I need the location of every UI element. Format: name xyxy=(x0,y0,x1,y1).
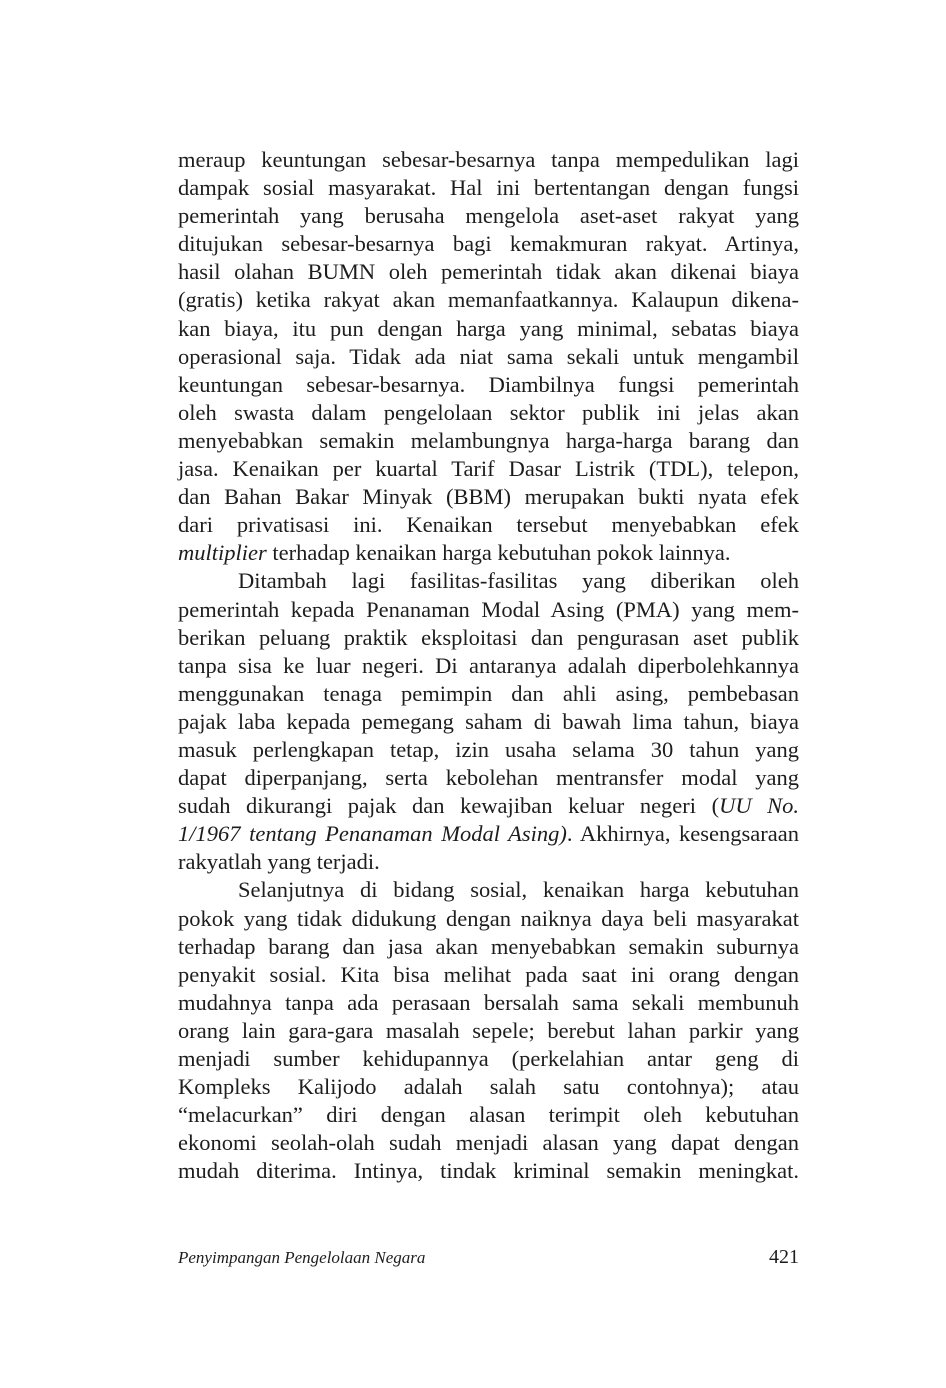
text-line: dapat diperpanjang, serta kebolehan mentransfer modal yang xyxy=(178,765,799,791)
text-run: . Akhirnya, kesengsaraan xyxy=(566,821,799,847)
text-line: mudahnya tanpa ada perasaan bersalah sama sekali membunuh xyxy=(178,989,799,1015)
text-line: keuntungan sebesar-besarnya. Diambilnya fungsi pemerintah xyxy=(178,371,799,397)
text-line: tanpa sisa ke luar negeri. Di antaranya adalah diperbolehkannya xyxy=(178,652,799,678)
italic-term: multiplier xyxy=(178,540,267,566)
text-line: meraup keuntungan sebesar-besarnya tanpa mempedulikan lagi xyxy=(178,147,799,172)
text-line: orang lain gara-gara masalah sepele; berebut lahan parkir yang xyxy=(178,1017,799,1043)
text-line: “melacurkan” diri dengan alasan terimpit oleh kebutuhan xyxy=(178,1102,799,1128)
paragraph-3 xyxy=(178,876,799,1185)
text-line: Kompleks Kalijodo adalah salah satu contohnya); atau xyxy=(178,1074,799,1100)
text-line: terhadap barang dan jasa akan menyebabkan semakin suburnya xyxy=(178,933,799,959)
paragraph-2 xyxy=(178,567,799,876)
text-line: operasional saja. Tidak ada niat sama sekali untuk mengambil xyxy=(178,343,799,369)
text-run: terhadap kenaikan harga kebutuhan pokok lainnya. xyxy=(266,540,731,566)
text-line: dan Bahan Bakar Minyak (BBM) merupakan bukti nyata efek xyxy=(178,484,799,510)
text-line: pokok yang tidak didukung dengan naiknya daya beli masyarakat xyxy=(178,905,799,931)
text-line: pemerintah yang berusaha mengelola aset-aset rakyat yang xyxy=(178,203,799,229)
text-line: ditujukan sebesar-besarnya bagi kemakmuran rakyat. Artinya, xyxy=(178,231,799,257)
law-citation: UU No. xyxy=(719,793,799,819)
text-line: pemerintah kepada Penanaman Modal Asing (PMA) yang mem- xyxy=(178,596,799,622)
text-line: kan biaya, itu pun dengan harga yang minimal, sebatas biaya xyxy=(178,315,799,341)
text-line: mudah diterima. Intinya, tindak kriminal semakin meningkat. xyxy=(178,1158,799,1184)
text-line: penyakit sosial. Kita bisa melihat pada saat ini orang dengan xyxy=(178,961,799,987)
text-line: jasa. Kenaikan per kuartal Tarif Dasar Listrik (TDL), telepon, xyxy=(178,456,799,482)
text-line: Selanjutnya di bidang sosial, kenaikan harga kebutuhan xyxy=(238,877,799,903)
text-line: pajak laba kepada pemegang saham di bawah lima tahun, biaya xyxy=(178,708,799,734)
running-footer-title: Penyimpangan Pengelolaan Negara xyxy=(178,1248,426,1267)
text-line xyxy=(178,792,799,820)
text-line: hasil olahan BUMN oleh pemerintah tidak akan dikenai biaya xyxy=(178,259,799,285)
text-line: menggunakan tenaga pemimpin dan ahli asing, pembebasan xyxy=(178,680,799,706)
text-line: dampak sosial masyarakat. Hal ini bertentangan dengan fungsi xyxy=(178,175,799,201)
text-line: Ditambah lagi fasilitas-fasilitas yang diberikan oleh xyxy=(238,568,799,594)
text-line: (gratis) ketika rakyat akan memanfaatkannya. Kalaupun dikena- xyxy=(178,287,799,313)
text-line xyxy=(178,820,799,848)
text-line: berikan peluang praktik eksploitasi dan pengurasan aset publik xyxy=(178,624,799,650)
text-line-last: rakyatlah yang terjadi. xyxy=(178,849,380,875)
body-text xyxy=(178,146,799,1185)
text-line: menyebabkan semakin melambungnya harga-harga barang dan xyxy=(178,427,799,453)
text-line: menjadi sumber kehidupannya (perkelahian antar geng di xyxy=(178,1046,799,1071)
text-line: oleh swasta dalam pengelolaan sektor publik ini jelas akan xyxy=(178,399,799,425)
paragraph-1 xyxy=(178,146,799,567)
text-line: dari privatisasi ini. Kenaikan tersebut menyebabkan efek xyxy=(178,512,799,538)
text-line-last xyxy=(178,539,799,567)
page-number: 421 xyxy=(769,1246,799,1268)
text-line: ekonomi seolah-olah sudah menjadi alasan yang dapat dengan xyxy=(178,1130,799,1156)
text-run: sudah dikurangi pajak dan kewajiban keluar negeri ( xyxy=(178,793,720,819)
text-line: masuk perlengkapan tetap, izin usaha selama 30 tahun yang xyxy=(178,736,799,762)
law-citation: 1/1967 tentang Penanaman Modal Asing) xyxy=(178,821,567,847)
